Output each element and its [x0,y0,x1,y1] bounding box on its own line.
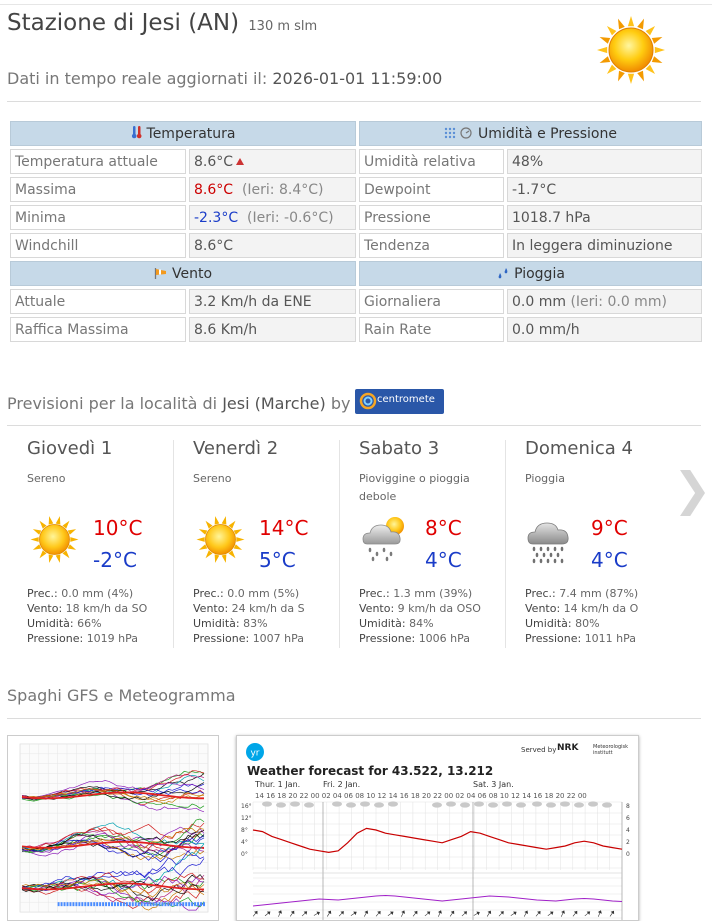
sun-ray [68,529,76,535]
sun-icon [27,512,82,567]
temperature-header: Temperatura [10,121,356,146]
cloud-icon [602,802,612,807]
divider [7,101,701,102]
cloud-icon [346,802,356,807]
precip-bar [117,902,119,906]
precip-bar [96,902,98,906]
precip-bar [93,902,95,906]
station-name: Stazione di Jesi (AN) [7,10,240,36]
cloud-icon [360,801,370,806]
sun-ray [234,529,242,535]
wind-arrow-icon [609,910,615,917]
sun-ray [49,516,54,525]
cloud-icon [276,802,286,807]
yr-meteogram[interactable]: yr Served by NRK Meteorologisk institutt Weather forecast for 43.522, 13.212 Thur. 1 Jan. Fri. 2 Jan. Sat. 3 Jan. 14 16 18 20 22 00 02 04 06 08 10 12 14 16 18 20 22 00 02 04 06 08 10 12 14 16 18 20 22 00 16° 12° 8° 4° 0° 8 6 4 2 0 [236,735,639,921]
cloud-icon [446,801,456,806]
day-details: Prec.: 1.3 mm (39%) Vento: 9 km/h da OSO Umidità: 84% Pressione: 1006 hPa [359,587,481,645]
cloud-icon [432,802,442,807]
wind-arrow-icon [437,910,442,917]
max-temp: 10°C [93,516,143,540]
windsock-icon [154,267,168,279]
precip-bar [170,902,172,906]
temp-axis-label: 12° [241,815,252,822]
precip-bar [108,902,110,906]
wind-arrow-icon [252,910,258,917]
min-temp: 4°C [591,548,628,572]
wind-arrow-icon [498,910,505,917]
wind-arrow-icon [375,910,382,917]
sun-ray [33,529,41,535]
sun-ray [197,537,205,542]
svg-text:yr: yr [250,748,260,759]
min-temp: 4°C [425,548,462,572]
sun-ray [628,16,634,26]
wind-header: Vento [10,261,356,286]
precip-axis-label: 8 [626,803,630,810]
precip-bar [123,902,125,906]
update-info [7,69,442,88]
column-divider [339,440,340,648]
sun-ray [607,65,616,74]
cloud-icon [516,802,526,807]
forecast-title: Previsioni per la località di Jesi (Marche) by [7,394,351,413]
wind-arrow-icon [535,910,542,917]
precip-bar [90,902,92,906]
divider [7,425,701,426]
wind-arrow-icon [523,910,529,917]
temp-axis-label: 4° [241,839,248,846]
cloud-icon [574,802,584,807]
sun-ray [618,71,625,82]
arrow-up-icon [236,158,244,165]
gfs-spaghetti-chart[interactable] [7,735,219,921]
sun-ray [600,37,611,44]
current-temperature: 8.6°C [189,149,356,174]
cloud-icon [290,801,300,806]
wind-arrow-icon [560,910,566,917]
observations-table [7,118,705,345]
wind-arrow-icon [547,911,554,917]
precip-bar [114,902,116,906]
wind-arrow-icon [461,911,468,918]
sun-ray [49,554,54,563]
column-divider [505,440,506,648]
wind-arrow-icon [277,910,282,917]
yr-logo-icon [245,742,265,762]
cloud-rain-icon [525,512,580,567]
precip-bar [78,902,80,906]
sun-ray [607,26,616,35]
sun-ray [600,56,611,63]
forecast-day: Sabato 3 Pioviggine o pioggia debole 8°C 4°C Prec.: 1.3 mm (39%) Vento: 9 km/h da OSO Umidità: 84% Pressione: 1006 hPa [359,438,481,645]
precip-bar [179,902,181,906]
precip-bar [58,902,60,906]
precip-axis-label: 0 [626,851,630,858]
min-temp: -2°C [93,548,137,572]
column-divider [173,440,174,648]
precip-bar [81,902,83,906]
precip-bar [75,902,77,906]
cloud-icon [560,801,570,806]
precip-bar [185,902,187,906]
wind-arrow-icon [424,911,431,917]
cloud-icon [546,802,556,807]
precip-bar [69,902,71,906]
precip-bar [84,902,86,906]
wind-arrow-icon [313,911,320,917]
rain-header: Pioggia [359,261,702,286]
precip-bar [161,902,163,906]
precip-bar [159,902,161,906]
sun-ray [646,65,655,74]
cloud-icon [502,801,512,806]
sun-ray [652,56,663,63]
max-temp: 8°C [425,516,462,540]
sun-ray [646,26,655,35]
update-timestamp: 2026-01-01 11:59:00 [272,69,443,88]
wind-arrow-icon [412,910,418,917]
precip-bar [105,902,107,906]
precip-bar [147,902,149,906]
gauge-icon [444,127,474,139]
precip-bar [67,902,69,906]
precip-bar [188,902,190,906]
table-row: Windchill 8.6°C Tendenza In leggera diminuzione [10,233,702,258]
sun-ray [199,529,207,535]
sun-ray [628,74,634,84]
sun-ray [637,19,644,30]
sun-ray [652,37,663,44]
wind-arrow-icon [387,911,394,917]
sun-ray [70,537,78,542]
precip-bar [132,902,134,906]
precip-axis-label: 2 [626,839,630,846]
divider [7,718,701,719]
cloud-icon [304,802,314,807]
cloud-icon [374,802,384,807]
precip-bar [176,902,178,906]
temp-axis-label: 16° [241,803,252,810]
precip-bar [102,902,104,906]
precip-axis-label: 4 [626,827,630,834]
wind-arrow-icon [301,911,308,918]
wind-arrow-icon [572,910,578,917]
wind-arrow-icon [486,910,492,917]
cloud-icon [488,802,498,807]
cloud-icon [388,801,398,806]
sun-ray [234,544,242,550]
wind-arrow-icon [584,911,591,917]
wind-arrow-icon [350,911,357,917]
precip-axis-label: 6 [626,815,630,822]
day-details: Prec.: 0.0 mm (5%) Vento: 24 km/h da S Umidità: 83% Pressione: 1007 hPa [193,587,305,645]
hour-axis: 14 16 18 20 22 00 02 04 06 08 10 12 14 16 18 20 22 00 02 04 06 08 10 12 14 16 18 20 22 00 [255,792,587,800]
precip-bar [197,902,199,906]
sun-icon [596,4,666,96]
wind-arrow-icon [363,910,369,917]
precip-bar [194,902,196,906]
precip-bar [173,902,175,906]
precip-bar [191,902,193,906]
precip-bar [129,902,131,906]
wind-arrow-icon [338,910,345,917]
sun-ray [637,71,644,82]
meteogram-title: Weather forecast for 43.522, 13.212 [247,764,494,778]
sun-ray [31,537,39,542]
precip-bar [153,902,155,906]
forecast-day: Giovedì 1 Sereno 10°C -2°C Prec.: 0.0 mm (4%) Vento: 18 km/h da SO Umidità: 66% Pressione: 1019 hPa [27,438,148,645]
sun-icon [193,512,248,567]
wind-arrow-icon [289,910,295,917]
cloud-icon [460,802,470,807]
precip-bar [135,902,137,906]
precip-bar [144,902,146,906]
precip-bar [111,902,113,906]
table-row: Attuale 3.2 Km/h da ENE Giornaliera 0.0 mm (Ieri: 0.0 mm) [10,289,702,314]
centrometeo-logo[interactable]: centromete [355,389,444,414]
cloud-icon [588,801,598,806]
wind-arrow-icon [400,910,406,917]
wind-arrow-icon [326,910,332,917]
update-label: Dati in tempo reale aggiornati il: [7,69,268,88]
precip-bar [203,902,205,906]
sun-ray [236,537,244,542]
precip-bar [182,902,184,906]
next-days-button[interactable]: ❯ [673,462,712,516]
sun-ray [68,544,76,550]
table-row: Temperatura attuale 8.6°C Umidità relativa 48% [10,149,702,174]
temp-axis-label: 0° [241,851,248,858]
sun-ray [199,544,207,550]
thermometer-icon [131,125,143,139]
sun-ray [222,554,227,563]
logo-swirl-icon [358,391,378,411]
cloud-icon [332,801,342,806]
raindrop-icon [496,267,510,279]
wind-arrow-icon [449,910,455,917]
min-temp: 5°C [259,548,296,572]
met-logo: Meteorologisk institutt [593,744,629,756]
precip-bar [64,902,66,906]
wind-arrow-icon [473,911,480,917]
table-row: Massima 8.6°C (Ieri: 8.4°C) Dewpoint -1.7°C [10,177,702,202]
cloud-sun-rain-icon [359,512,414,567]
precip-bar [167,902,169,906]
precip-bar [150,902,152,906]
day-details: Prec.: 7.4 mm (87%) Vento: 14 km/h da O Umidità: 80% Pressione: 1011 hPa [525,587,639,645]
max-temp: 14°C [259,516,309,540]
precip-bar [164,902,166,906]
cloud-icon [532,801,542,806]
station-altitude: 130 m slm [248,19,318,34]
precip-bar [87,902,89,906]
precip-bar [72,902,74,906]
sun-ray [655,47,665,53]
precip-bar [120,902,122,906]
forecast-location: Jesi (Marche) [222,394,326,413]
table-row: Minima -2.3°C (Ieri: -0.6°C) Pressione 1018.7 hPa [10,205,702,230]
precip-bar [200,902,202,906]
sun-ray [222,516,227,525]
precip-bar [126,902,128,906]
precip-bar [99,902,101,906]
precip-bar [156,902,158,906]
sun-ray [215,516,220,525]
station-title [7,10,317,36]
cloud-icon [262,801,272,806]
precip-bar [138,902,140,906]
cloud-icon [474,801,484,806]
sun-ray [33,544,41,550]
precip-bar [141,902,143,906]
forecast-day: Domenica 4 Pioggia 9°C 4°C Prec.: 7.4 mm (87%) Vento: 14 km/h da O Umidità: 80% Pressione: 1011 hPa [525,438,639,645]
max-temp: 9°C [591,516,628,540]
sun-ray [597,47,607,53]
temp-axis-label: 8° [241,827,248,834]
sun-ray [215,554,220,563]
wind-arrow-icon [597,910,602,917]
charts-title: Spaghi GFS e Meteogramma [7,686,236,705]
wind-arrow-icon [264,911,271,917]
sun-ray [56,554,61,563]
wind-arrow-icon [510,911,517,917]
nrk-logo: NRK [557,743,579,753]
humidity-pressure-header: Umidità e Pressione [359,121,702,146]
meteogram-plot [237,800,639,921]
day-details: Prec.: 0.0 mm (4%) Vento: 18 km/h da SO Umidità: 66% Pressione: 1019 hPa [27,587,148,645]
precip-bar [61,902,63,906]
table-row: Raffica Massima 8.6 Km/h Rain Rate 0.0 mm/h [10,317,702,342]
sun-ray [618,19,625,30]
sun-ray [56,516,61,525]
forecast-day: Venerdì 2 Sereno 14°C 5°C Prec.: 0.0 mm (5%) Vento: 24 km/h da S Umidità: 83% Pressione: 1007 hPa [193,438,309,645]
